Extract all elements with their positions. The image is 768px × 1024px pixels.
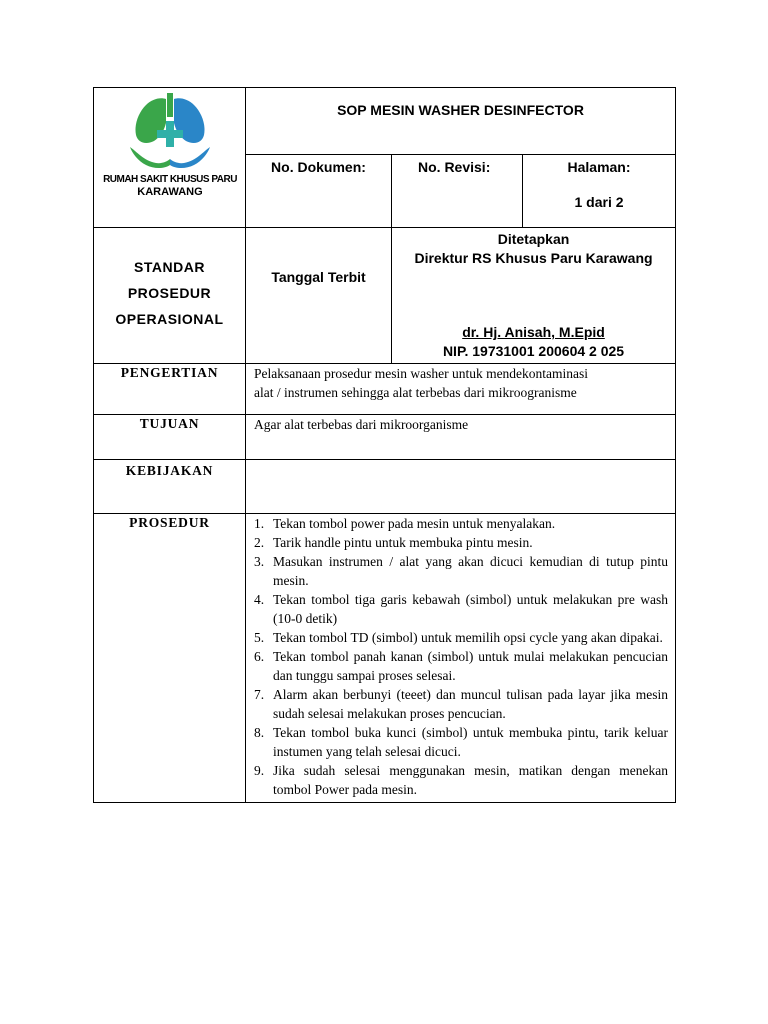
prosedur-label: PROSEDUR (94, 514, 246, 803)
prosedur-steps (254, 514, 668, 802)
list-item: 2. Tarik handle pintu untuk membuka pintu mesin. (254, 535, 533, 550)
list-item: 9. Jika sudah selesai menggunakan mesin, matikan dengan menekan tombol Power pada mesin. (254, 763, 669, 797)
list-item: 8. Tekan tombol buka kunci (simbol) untuk membuka pintu, tarik keluar instumen yang telah selesai dicuci. (254, 725, 669, 759)
sop-label-cell (94, 228, 246, 364)
pengertian-label: PENGERTIAN (94, 364, 246, 415)
signer-nip: NIP. 19731001 200604 2 025 (442, 343, 625, 359)
list-item: 7. Alarm akan berbunyi (teeet) dan muncul tulisan pada layar jika mesin sudah selesai melakukan proses pencucian. (254, 687, 669, 721)
tanggal-terbit-label: Tanggal Terbit (246, 228, 392, 364)
sop-table (93, 87, 676, 803)
sop-label-line2: PROSEDUR (127, 285, 212, 301)
pengertian-text (246, 364, 676, 415)
halaman-value: 1 dari 2 (574, 194, 624, 210)
document-title: SOP MESIN WASHER DESINFECTOR (246, 88, 676, 155)
pengertian-text-line2: alat / instrumen sehingga alat terbebas dari mikroogranisme (254, 385, 577, 400)
no-revisi-cell (392, 155, 523, 228)
list-item: 1. Tekan tombol power pada mesin untuk menyalakan. (254, 516, 556, 531)
kebijakan-text (246, 460, 676, 514)
direktur-text: Direktur RS Khusus Paru Karawang (414, 250, 653, 266)
sop-label-line3: OPERASIONAL (115, 311, 224, 327)
list-item: 4. Tekan tombol tiga garis kebawah (simbol) untuk melakukan pre wash (10-0 detik) (254, 592, 669, 626)
logo-text-line1: RUMAH SAKIT KHUSUS PARU (103, 174, 237, 185)
halaman-cell (523, 155, 676, 228)
list-item: 3. Masukan instrumen / alat yang akan dicuci kemudian di tutup pintu mesin. (254, 554, 669, 588)
hospital-logo-icon (128, 91, 212, 175)
logo-text-line2: KARAWANG (137, 186, 203, 198)
no-revisi-label: No. Revisi: (418, 159, 491, 175)
signer-name: dr. Hj. Anisah, M.Epid (462, 324, 605, 340)
sop-label-line1: STANDAR (134, 259, 205, 275)
no-dokumen-label: No. Dokumen: (271, 159, 366, 175)
no-dokumen-cell (246, 155, 392, 228)
kebijakan-label: KEBIJAKAN (94, 460, 246, 514)
sop-document (93, 87, 675, 803)
list-item: 5. Tekan tombol TD (simbol) untuk memilih opsi cycle yang akan dipakai. (254, 630, 663, 645)
tujuan-text: Agar alat terbebas dari mikroorganisme (246, 415, 676, 460)
halaman-label: Halaman: (567, 159, 631, 175)
logo-cell (94, 88, 246, 228)
ditetapkan-text: Ditetapkan (497, 231, 570, 247)
list-item: 6. Tekan tombol panah kanan (simbol) untuk mulai melakukan pencucian dan tunggu sampai proses selesai. (254, 649, 669, 683)
tujuan-label: TUJUAN (94, 415, 246, 460)
pengertian-text-line1: Pelaksanaan prosedur mesin washer untuk mendekontaminasi (254, 366, 589, 381)
logo-text (94, 174, 246, 198)
prosedur-content (246, 514, 676, 803)
approval-cell (392, 228, 676, 364)
